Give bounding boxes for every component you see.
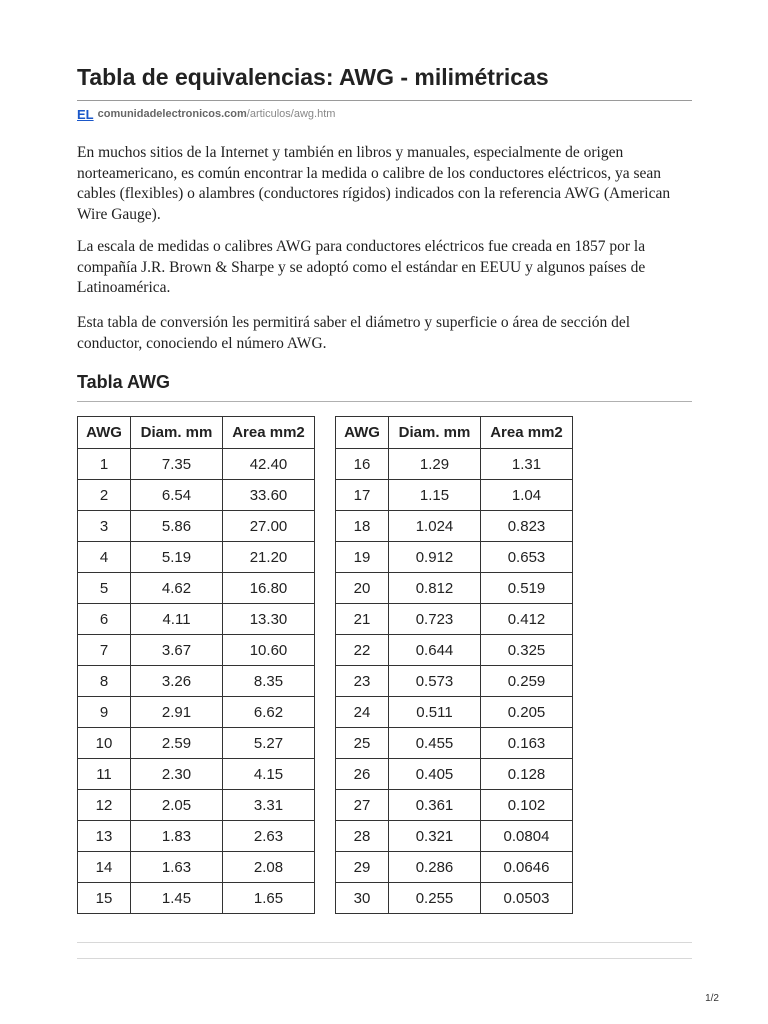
cell-awg: 6 [78, 604, 131, 635]
cell-area: 2.08 [223, 852, 315, 883]
cell-area: 3.31 [223, 790, 315, 821]
table-row [336, 728, 573, 759]
cell-diameter: 1.63 [131, 852, 223, 883]
source-link[interactable] [77, 106, 335, 122]
cell-awg: 12 [78, 790, 131, 821]
footer-divider-top [77, 942, 692, 943]
cell-awg: 20 [336, 573, 389, 604]
header-diameter: Diam. mm [389, 417, 481, 449]
cell-area: 10.60 [223, 635, 315, 666]
table-row [336, 511, 573, 542]
cell-area: 33.60 [223, 480, 315, 511]
cell-awg: 8 [78, 666, 131, 697]
cell-diameter: 0.573 [389, 666, 481, 697]
cell-diameter: 0.812 [389, 573, 481, 604]
header-area: Area mm2 [481, 417, 573, 449]
table-row [336, 542, 573, 573]
table-row [78, 697, 315, 728]
table-row [336, 821, 573, 852]
cell-diameter: 2.05 [131, 790, 223, 821]
table-row [336, 604, 573, 635]
cell-awg: 14 [78, 852, 131, 883]
cell-awg: 15 [78, 883, 131, 914]
table-row [336, 480, 573, 511]
cell-diameter: 4.11 [131, 604, 223, 635]
cell-awg: 3 [78, 511, 131, 542]
cell-awg: 22 [336, 635, 389, 666]
cell-awg: 4 [78, 542, 131, 573]
table-row [336, 759, 573, 790]
cell-area: 27.00 [223, 511, 315, 542]
cell-area: 0.412 [481, 604, 573, 635]
cell-area: 0.519 [481, 573, 573, 604]
cell-diameter: 1.15 [389, 480, 481, 511]
cell-awg: 5 [78, 573, 131, 604]
table-row [78, 821, 315, 852]
cell-diameter: 0.361 [389, 790, 481, 821]
cell-awg: 18 [336, 511, 389, 542]
cell-diameter: 0.455 [389, 728, 481, 759]
cell-awg: 24 [336, 697, 389, 728]
cell-awg: 23 [336, 666, 389, 697]
table-row [78, 511, 315, 542]
cell-diameter: 4.62 [131, 573, 223, 604]
cell-area: 0.205 [481, 697, 573, 728]
cell-area: 4.15 [223, 759, 315, 790]
cell-diameter: 0.511 [389, 697, 481, 728]
cell-awg: 30 [336, 883, 389, 914]
cell-diameter: 5.86 [131, 511, 223, 542]
cell-area: 0.128 [481, 759, 573, 790]
cell-diameter: 0.255 [389, 883, 481, 914]
table-header-row [336, 417, 573, 449]
cell-awg: 29 [336, 852, 389, 883]
cell-area: 6.62 [223, 697, 315, 728]
cell-awg: 19 [336, 542, 389, 573]
cell-area: 5.27 [223, 728, 315, 759]
source-path[interactable]: /articulos/awg.htm [246, 108, 336, 120]
table-row [336, 852, 573, 883]
cell-area: 0.163 [481, 728, 573, 759]
header-diameter: Diam. mm [131, 417, 223, 449]
cell-area: 0.325 [481, 635, 573, 666]
cell-diameter: 1.83 [131, 821, 223, 852]
usage-paragraph: Esta tabla de conversión les permitirá saber el diámetro y superficie o área de sección del conductor, conociendo el número AWG. [77, 314, 631, 352]
table-row [78, 728, 315, 759]
header-area: Area mm2 [223, 417, 315, 449]
cell-area: 1.04 [481, 480, 573, 511]
awg-table-left [77, 416, 315, 914]
cell-awg: 21 [336, 604, 389, 635]
site-logo-icon: EL [77, 106, 94, 122]
cell-diameter: 6.54 [131, 480, 223, 511]
header-awg: AWG [336, 417, 389, 449]
cell-diameter: 1.024 [389, 511, 481, 542]
table-row [336, 449, 573, 480]
cell-diameter: 3.67 [131, 635, 223, 666]
cell-area: 2.63 [223, 821, 315, 852]
header-awg: AWG [78, 417, 131, 449]
cell-awg: 16 [336, 449, 389, 480]
table-row [78, 635, 315, 666]
cell-awg: 9 [78, 697, 131, 728]
cell-area: 42.40 [223, 449, 315, 480]
table-row [78, 852, 315, 883]
cell-awg: 7 [78, 635, 131, 666]
cell-diameter: 0.912 [389, 542, 481, 573]
cell-diameter: 0.286 [389, 852, 481, 883]
table-row [336, 790, 573, 821]
cell-area: 16.80 [223, 573, 315, 604]
cell-diameter: 2.91 [131, 697, 223, 728]
cell-diameter: 0.644 [389, 635, 481, 666]
table-row [78, 449, 315, 480]
awg-table-right [335, 416, 573, 914]
table-row [336, 635, 573, 666]
table-row [336, 883, 573, 914]
cell-awg: 10 [78, 728, 131, 759]
cell-awg: 25 [336, 728, 389, 759]
table-row [336, 697, 573, 728]
cell-area: 0.653 [481, 542, 573, 573]
cell-area: 0.823 [481, 511, 573, 542]
cell-area: 0.0646 [481, 852, 573, 883]
table-row [336, 573, 573, 604]
table-row [78, 604, 315, 635]
cell-diameter: 3.26 [131, 666, 223, 697]
cell-awg: 1 [78, 449, 131, 480]
intro-paragraph: En muchos sitios de la Internet y también en libros y manuales, especialmente de origen norteamericano, es común encontrar la medida o calibre de los conductores eléctricos, ya sean cables (flexibles) o alambres (conductores rígidos) indicados con la referencia AWG (American Wire Gauge). [77, 144, 671, 223]
cell-diameter: 2.30 [131, 759, 223, 790]
cell-awg: 27 [336, 790, 389, 821]
cell-area: 0.102 [481, 790, 573, 821]
cell-diameter: 0.723 [389, 604, 481, 635]
history-paragraph: La escala de medidas o calibres AWG para conductores eléctricos fue creada en 1857 por la compañía J.R. Brown & Sharpe y se adoptó como el estándar en EEUU y algunos países de Latinoamérica. [77, 238, 646, 296]
section-divider [77, 401, 692, 402]
table-header-row [78, 417, 315, 449]
table-row [78, 480, 315, 511]
cell-diameter: 1.45 [131, 883, 223, 914]
cell-area: 13.30 [223, 604, 315, 635]
cell-area: 0.0804 [481, 821, 573, 852]
cell-diameter: 0.405 [389, 759, 481, 790]
table-row [78, 573, 315, 604]
cell-area: 0.259 [481, 666, 573, 697]
table-row [336, 666, 573, 697]
cell-awg: 13 [78, 821, 131, 852]
source-domain[interactable]: comunidadelectronicos.com [97, 108, 247, 120]
table-row [78, 790, 315, 821]
cell-diameter: 7.35 [131, 449, 223, 480]
cell-area: 8.35 [223, 666, 315, 697]
cell-awg: 26 [336, 759, 389, 790]
cell-diameter: 0.321 [389, 821, 481, 852]
cell-diameter: 1.29 [389, 449, 481, 480]
cell-area: 21.20 [223, 542, 315, 573]
cell-awg: 2 [78, 480, 131, 511]
cell-area: 1.65 [223, 883, 315, 914]
footer-divider-bottom [77, 958, 692, 959]
cell-diameter: 5.19 [131, 542, 223, 573]
table-row [78, 666, 315, 697]
page-number: 1/2 [705, 993, 719, 1004]
section-title: Tabla AWG [77, 372, 171, 392]
cell-area: 1.31 [481, 449, 573, 480]
cell-awg: 28 [336, 821, 389, 852]
table-row [78, 542, 315, 573]
cell-area: 0.0503 [481, 883, 573, 914]
cell-diameter: 2.59 [131, 728, 223, 759]
page-title: Tabla de equivalencias: AWG - milimétricas [77, 64, 549, 90]
cell-awg: 17 [336, 480, 389, 511]
table-row [78, 883, 315, 914]
cell-awg: 11 [78, 759, 131, 790]
title-divider [77, 100, 692, 101]
table-row [78, 759, 315, 790]
